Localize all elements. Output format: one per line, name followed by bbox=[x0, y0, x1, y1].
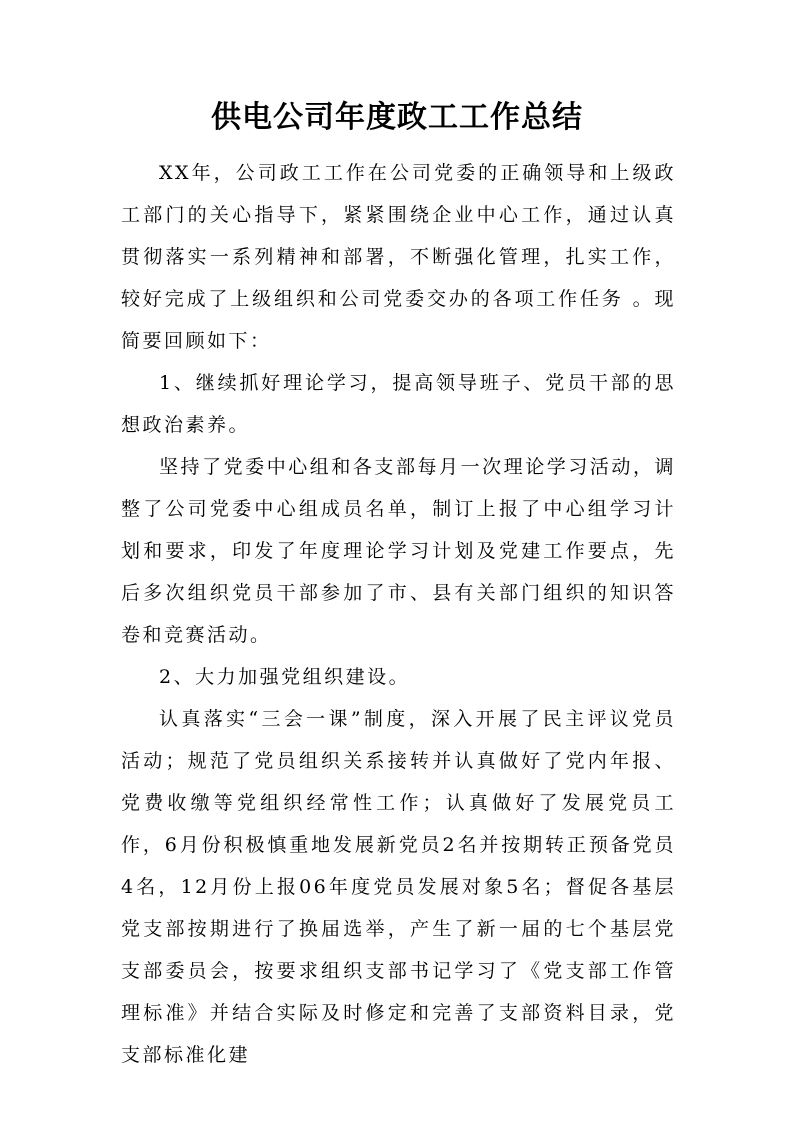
document-body bbox=[121, 152, 676, 1076]
section-heading-2: 2、大力加强党组织建设。 bbox=[159, 666, 411, 688]
paragraph-theory-study: 坚持了党委中心组和各支部每月一次理论学习活动，调整了公司党委中心组成员名单，制订上报了中心组学习计划和要求，印发了年度理论学习计划及党建工作要点，先后多次组织党员干部参加了市、县有关部门组织的知识答卷和竞赛活动。 bbox=[121, 456, 676, 646]
section-heading-1: 1、继续抓好理论学习，提高领导班子、党员干部的思想政治素养。 bbox=[121, 372, 676, 436]
paragraph-party-building: 认真落实“三会一课”制度，深入开展了民主评议党员活动；规范了党员组织关系接转并认真做好了党内年报、党费收缴等党组织经常性工作；认真做好了发展党员工作，6月份积极慎重地发展新党员2名并按期转正预备党员4名，12月份上报06年度党员发展对象5名；督促各基层党支部按期进行了换届选举，产生了新一届的七个基层党支部委员会，按要求组织支部书记学习了《党支部工作管理标准》并结合实际及时修定和完善了支部资料目录，党支部标准化建 bbox=[121, 708, 676, 1066]
paragraph-intro: XX年，公司政工工作在公司党委的正确领导和上级政工部门的关心指导下，紧紧围绕企业中心工作，通过认真贯彻落实一系列精神和部署，不断强化管理，扎实工作，较好完成了上级组织和公司党委交办的各项工作任务 。现简要回顾如下： bbox=[121, 162, 676, 352]
document-title: 供电公司年度政工工作总结 bbox=[211, 100, 583, 135]
